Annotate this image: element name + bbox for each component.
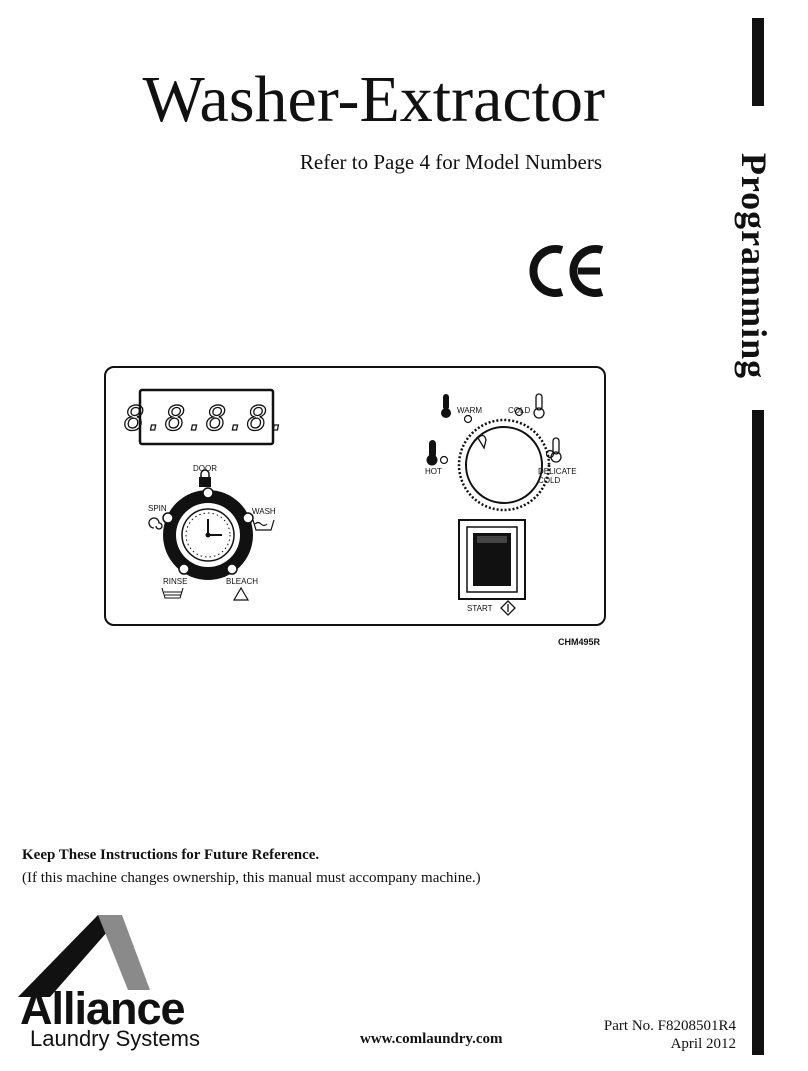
bleach-indicator: [227, 564, 237, 574]
spin-icon: [149, 518, 162, 529]
digital-display: [124, 390, 288, 444]
warm-label: WARM: [457, 406, 483, 415]
document-subtitle: Refer to Page 4 for Model Numbers: [299, 150, 602, 174]
figure-code: CHM495R: [557, 637, 600, 647]
thermometer-hot-icon: [427, 440, 438, 466]
ownership-note: (If this machine changes ownership, this manual must accompany machine.): [22, 870, 481, 886]
thermometer-delicate-icon: [551, 438, 561, 462]
door-indicator: [203, 488, 213, 498]
publication-date: April 2012: [670, 1036, 736, 1052]
document-title: Washer-Extractor: [142, 63, 605, 136]
delicate-label: DELICATE: [538, 467, 577, 476]
part-number: Part No. F8208501R4: [603, 1018, 736, 1034]
display-digits: 8.8.8.8.: [124, 399, 288, 439]
wash-icon: [253, 520, 274, 530]
bleach-label: BLEACH: [226, 577, 259, 586]
spin-indicator: [163, 513, 173, 523]
bleach-icon: [234, 588, 248, 600]
start-icon: [501, 601, 515, 615]
hot-label: HOT: [425, 467, 442, 476]
start-switch: [459, 520, 525, 599]
cold-label: COLD: [508, 406, 531, 415]
cycle-dial: [163, 488, 253, 580]
spin-label: SPIN: [148, 504, 167, 513]
rinse-label: RINSE: [163, 577, 188, 586]
temperature-dial: [441, 409, 554, 511]
thermometer-warm-icon: [441, 394, 451, 418]
brand-subtitle: Laundry Systems: [30, 1026, 200, 1051]
brand-name: Alliance: [20, 983, 185, 1034]
website-link[interactable]: www.comlaundry.com: [360, 1031, 503, 1047]
section-side-label: Programming: [734, 152, 774, 380]
rinse-indicator: [179, 564, 189, 574]
control-panel-illustration: [104, 366, 607, 627]
door-label: DOOR: [193, 464, 217, 473]
thermometer-cold-icon: [534, 394, 544, 418]
side-rule-top: [752, 18, 764, 106]
rinse-icon: [162, 588, 183, 598]
delicate-cold-label: COLD: [538, 476, 561, 485]
start-label: START: [467, 604, 493, 613]
ce-mark-icon: [528, 242, 608, 300]
wash-label: WASH: [252, 507, 276, 516]
keep-instructions-heading: Keep These Instructions for Future Reference.: [22, 847, 320, 863]
side-rule-bottom: [752, 410, 764, 1055]
